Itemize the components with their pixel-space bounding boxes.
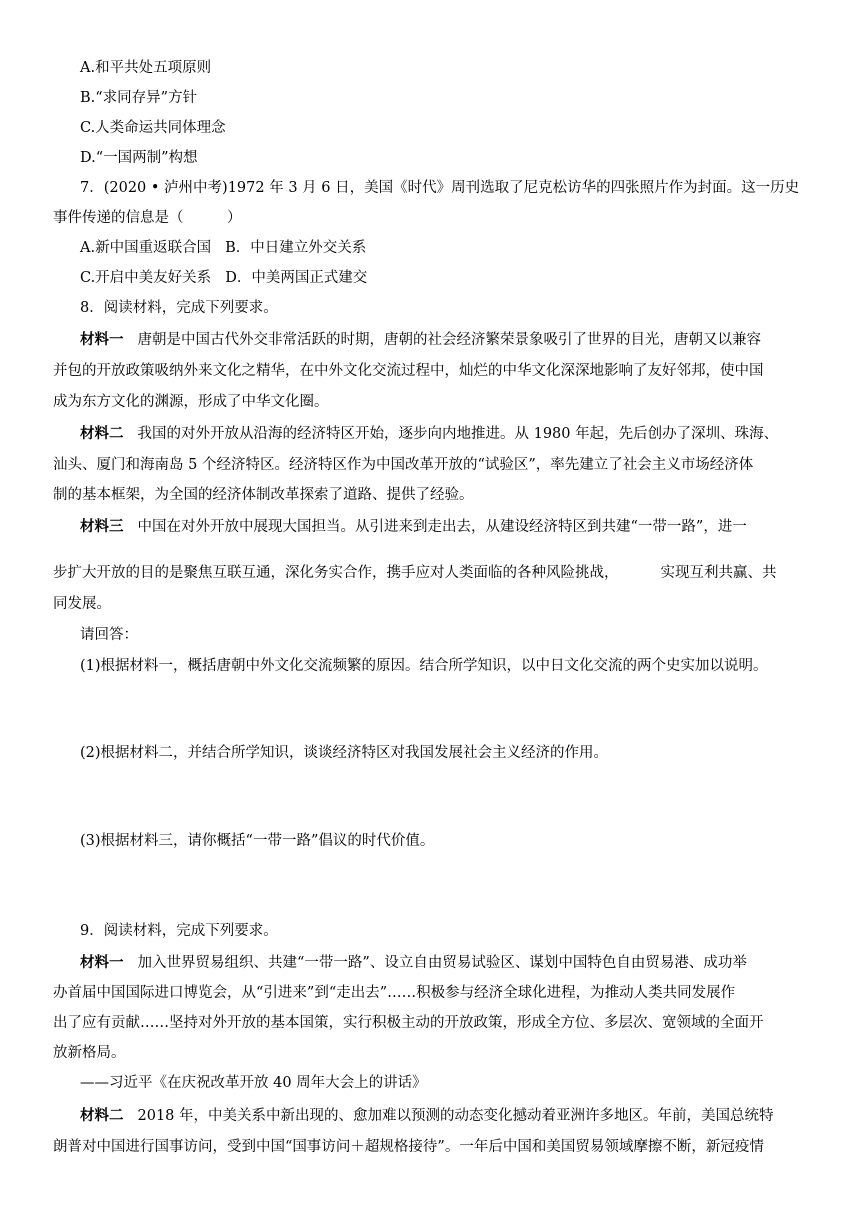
q7-stem-cont: 事件传递的信息是（ ） <box>53 210 242 226</box>
q9-material-1-line-3: 出了应有贡献……坚持对外开放的基本国策，实行积极主动的开放政策，形成全方位、多层次、宽领域的全面开 <box>53 1015 764 1031</box>
q9-material-1-line-2: 办首届中国国际进口博览会，从“引进来”到“走出去”……积极参与经济全球化进程，为推动人类共同发展作 <box>53 985 736 1001</box>
q8-material-1-line-2: 并包的开放政策吸纳外来文化之精华，在中外文化交流过程中，灿烂的中华文化深深地影响了友好邻邦，使中国 <box>53 363 764 379</box>
q8-material-3-text: 中国在对外开放中展现大国担当。从引进来到走出去，从建设经济特区到共建“一带一路”，进一 <box>137 519 747 535</box>
q9-material-2-label: 材料二 <box>80 1108 124 1124</box>
q7-options-cd <box>80 268 367 288</box>
q8-material-3-text-b: 实现互利共赢、共 <box>660 565 777 581</box>
q8-material-3-label: 材料三 <box>80 519 124 535</box>
q6-option-b: B.“求同存异”方针 <box>80 90 198 106</box>
q9-material-2-text: 2018 年，中美关系中新出现的、愈加难以预测的动态变化撼动着亚洲许多地区。年前，美国总统特 <box>137 1108 774 1124</box>
q6-option-a: A.和平共处五项原则 <box>80 60 212 76</box>
q7-option-a: A.新中国重返联合国 <box>80 240 212 256</box>
q8-material-2-text: 我国的对外开放从沿海的经济特区开始，逐步向内地推进。从 1980 年起，先后创办了深圳、珠海、 <box>137 426 779 442</box>
q9-intro: 9．阅读材料，完成下列要求。 <box>80 923 278 939</box>
q6-option-c: C.人类命运共同体理念 <box>80 120 226 136</box>
q8-material-2-line-1 <box>80 424 778 444</box>
q7-stem: 7．(2020 • 泸州中考)1972 年 3 月 6 日，美国《时代》周刊选取了尼克松访华的四张照片作为封面。这一历史 <box>80 180 800 196</box>
q7-option-d: D．中美两国正式建交 <box>225 270 368 286</box>
q7-option-c: C.开启中美友好关系 <box>80 270 212 286</box>
q8-material-3-line-3: 同发展。 <box>53 596 111 612</box>
q7-option-b: B．中日建立外交关系 <box>225 240 367 256</box>
q8-material-1-text: 唐朝是中国古代外交非常活跃的时期，唐朝的社会经济繁荣景象吸引了世界的目光，唐朝又以兼容 <box>137 332 761 348</box>
q8-sub-question-1: (1)根据材料一，概括唐朝中外文化交流频繁的原因。结合所学知识，以中日文化交流的两个史实加以说明。 <box>80 658 768 674</box>
q8-material-2-line-3: 制的基本框架，为全国的经济体制改革探索了道路、提供了经验。 <box>53 487 474 503</box>
q8-material-1-line-1 <box>80 330 761 350</box>
q8-sub-question-2: (2)根据材料二，并结合所学知识，谈谈经济特区对我国发展社会主义经济的作用。 <box>80 745 609 761</box>
q8-material-3-line-2 <box>53 563 777 583</box>
q9-material-1-line-4: 放新格局。 <box>53 1045 126 1061</box>
q9-material-2-line-1 <box>80 1106 774 1126</box>
q9-material-1-text: 加入世界贸易组织、共建“一带一路”、设立自由贸易试验区、谋划中国特色自由贸易港、成功举 <box>137 955 747 971</box>
q9-source-citation: ——习近平《在庆祝改革开放 40 周年大会上的讲话》 <box>80 1075 427 1091</box>
q8-material-1-line-3: 成为东方文化的渊源，形成了中华文化圈。 <box>53 394 329 410</box>
q8-sub-question-3: (3)根据材料三，请你概括“一带一路”倡议的时代价值。 <box>80 833 435 849</box>
q7-options-ab <box>80 238 366 258</box>
q8-intro: 8．阅读材料，完成下列要求。 <box>80 300 278 316</box>
q9-material-2-line-2: 朗普对中国进行国事访问，受到中国“国事访问＋超规格接待”。一年后中国和美国贸易领域摩擦不断，新冠疫情 <box>53 1139 764 1155</box>
q9-material-1-line-1 <box>80 953 747 973</box>
q6-option-d: D.“一国两制”构想 <box>80 150 198 166</box>
q8-ask: 请回答： <box>80 627 138 643</box>
q8-material-2-line-2: 汕头、厦门和海南岛 5 个经济特区。经济特区作为中国改革开放的“试验区”，率先建立了社会主义市场经济体 <box>53 457 754 473</box>
q8-material-1-label: 材料一 <box>80 332 124 348</box>
q8-material-2-label: 材料二 <box>80 426 124 442</box>
q8-material-3-text-a: 步扩大开放的目的是聚焦互联互通，深化务实合作，携手应对人类面临的各种风险挑战， <box>53 565 619 581</box>
q8-material-3-line-1 <box>80 517 747 537</box>
q9-material-1-label: 材料一 <box>80 955 124 971</box>
